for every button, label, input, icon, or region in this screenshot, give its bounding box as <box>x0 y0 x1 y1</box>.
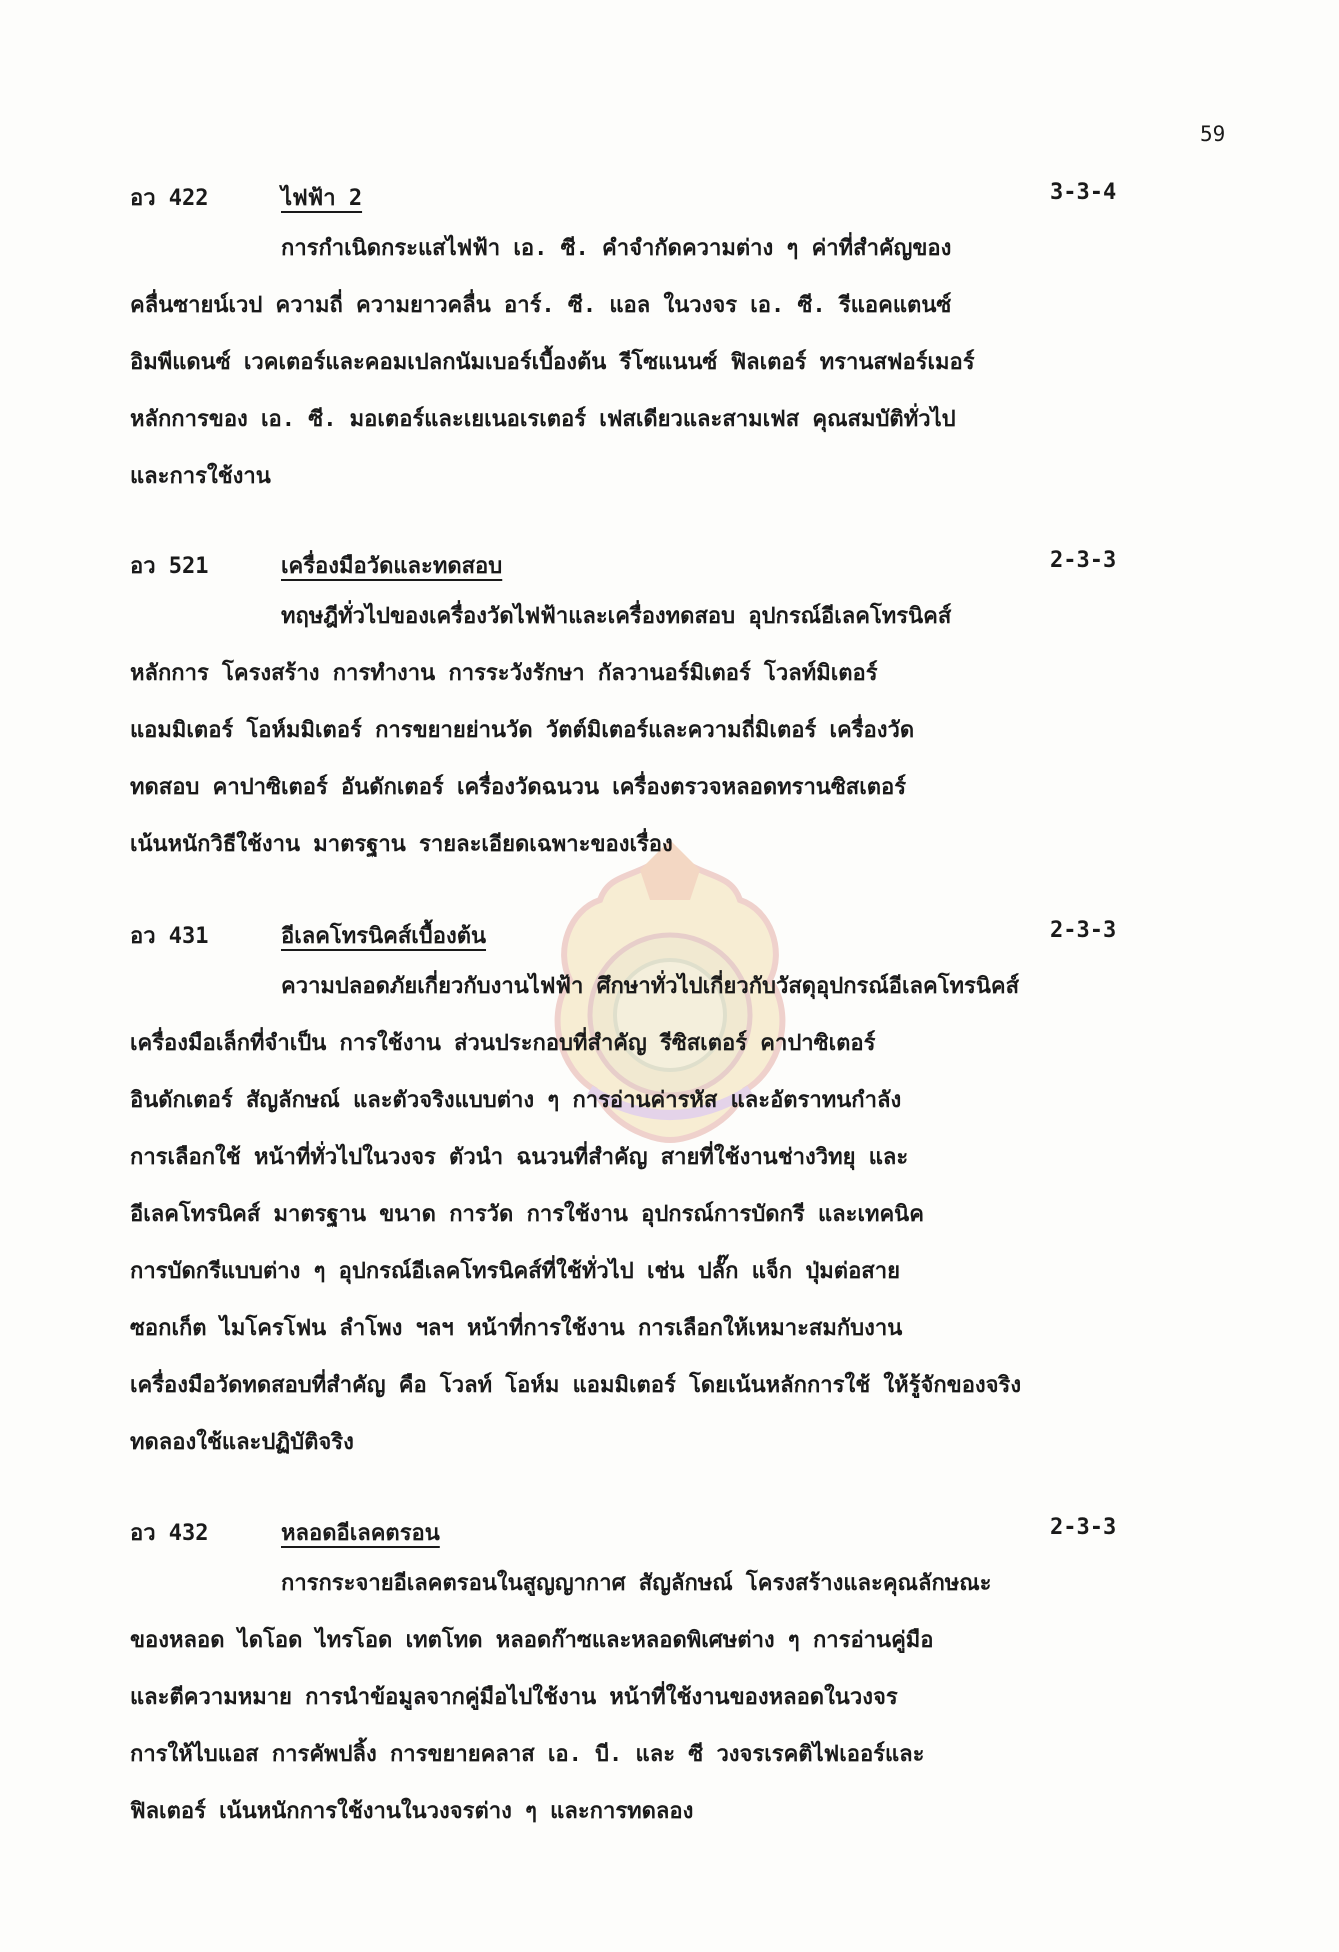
course-title: อีเลคโทรนิคส์เบื้องต้น <box>281 924 487 949</box>
course-description <box>130 588 1210 873</box>
course-header <box>130 918 1210 958</box>
course-section <box>130 180 1210 505</box>
course-code: อว 431 <box>130 924 209 949</box>
description-line: การบัดกรีแบบต่าง ๆ อุปกรณ์อีเลคโทรนิคส์ที่ใช้ทั่วไป เช่น ปลั๊ก แจ็ก ปุ่มต่อสาย <box>130 1259 900 1284</box>
course-section <box>130 1515 1210 1840</box>
description-line: หลักการ โครงสร้าง การทำงาน การระวังรักษา กัลวานอร์มิเตอร์ โวลท์มิเตอร์ <box>130 661 878 686</box>
description-line: แอมมิเตอร์ โอห์มมิเตอร์ การขยายย่านวัด วัตต์มิเตอร์และความถี่มิเตอร์ เครื่องวัด <box>130 718 915 743</box>
course-credits: 2-3-3 <box>1050 1515 1117 1540</box>
description-line: ความปลอดภัยเกี่ยวกับงานไฟฟ้า ศึกษาทั่วไปเกี่ยวกับวัสดุอุปกรณ์อีเลคโทรนิคส์ <box>281 974 1020 999</box>
description-line: และตีความหมาย การนำข้อมูลจากคู่มือไปใช้งาน หน้าที่ใช้งานของหลอดในวงจร <box>130 1685 898 1710</box>
description-line: อินดักเตอร์ สัญลักษณ์ และตัวจริงแบบต่าง ๆ การอ่านค่ารหัส และอัตราทนกำลัง <box>130 1088 902 1113</box>
description-line: ทดสอบ คาปาซิเตอร์ อันดักเตอร์ เครื่องวัดฉนวน เครื่องตรวจหลอดทรานซิสเตอร์ <box>130 775 907 800</box>
course-code: อว 432 <box>130 1521 209 1546</box>
description-line: ทฤษฎีทั่วไปของเครื่องวัดไฟฟ้าและเครื่องทดสอบ อุปกรณ์อีเลคโทรนิคส์ <box>281 604 952 629</box>
description-line: เน้นหนักวิธีใช้งาน มาตรฐาน รายละเอียดเฉพาะของเรื่อง <box>130 832 673 857</box>
description-line: ทดลองใช้และปฏิบัติจริง <box>130 1430 354 1455</box>
course-code: อว 422 <box>130 186 209 211</box>
description-line: ของหลอด ไดโอด ไทรโอด เทตโทด หลอดก๊าซและหลอดพิเศษต่าง ๆ การอ่านคู่มือ <box>130 1628 934 1653</box>
description-line: ซอกเก็ต ไมโครโฟน ลำโพง ฯลฯ หน้าที่การใช้งาน การเลือกให้เหมาะสมกับงาน <box>130 1316 903 1341</box>
description-line: เครื่องมือวัดทดสอบที่สำคัญ คือ โวลท์ โอห์ม แอมมิเตอร์ โดยเน้นหลักการใช้ ให้รู้จักของจริง <box>130 1373 1022 1398</box>
description-line: การให้ไบแอส การคัพปลิ้ง การขยายคลาส เอ. บี. และ ซี วงจรเรคติไฟเออร์และ <box>130 1742 925 1767</box>
course-description <box>130 1555 1210 1840</box>
description-line: อีเลคโทรนิคส์ มาตรฐาน ขนาด การวัด การใช้งาน อุปกรณ์การบัดกรี และเทคนิค <box>130 1202 924 1227</box>
description-line: การกระจายอีเลคตรอนในสูญญากาศ สัญลักษณ์ โครงสร้างและคุณลักษณะ <box>281 1571 992 1596</box>
course-credits: 2-3-3 <box>1050 918 1117 943</box>
course-title: หลอดอีเลคตรอน <box>281 1521 440 1546</box>
description-line: หลักการของ เอ. ซี. มอเตอร์และเยเนอเรเตอร์ เฟสเดียวและสามเฟส คุณสมบัติทั่วไป <box>130 407 956 432</box>
course-header <box>130 548 1210 588</box>
course-section <box>130 548 1210 873</box>
description-line: และการใช้งาน <box>130 464 271 489</box>
course-header <box>130 180 1210 220</box>
description-line: การกำเนิดกระแสไฟฟ้า เอ. ซี. คำจำกัดความต่าง ๆ ค่าที่สำคัญของ <box>281 236 952 261</box>
course-section <box>130 918 1210 1471</box>
description-line: ฟิลเตอร์ เน้นหนักการใช้งานในวงจรต่าง ๆ และการทดลอง <box>130 1799 694 1824</box>
course-title: เครื่องมือวัดและทดสอบ <box>281 554 503 579</box>
description-line: เครื่องมือเล็กที่จำเป็น การใช้งาน ส่วนประกอบที่สำคัญ รีซิสเตอร์ คาปาซิเตอร์ <box>130 1031 876 1056</box>
course-description <box>130 220 1210 505</box>
course-description <box>130 958 1210 1471</box>
course-credits: 3-3-4 <box>1050 180 1117 205</box>
page-number: 59 <box>1200 122 1226 146</box>
course-title: ไฟฟ้า 2 <box>281 186 363 211</box>
course-code: อว 521 <box>130 554 209 579</box>
course-header <box>130 1515 1210 1555</box>
description-line: อิมพีแดนซ์ เวคเตอร์และคอมเปลกนัมเบอร์เบื้องต้น รีโซแนนซ์ ฟิลเตอร์ ทรานสฟอร์เมอร์ <box>130 350 975 375</box>
description-line: คลื่นซายน์เวป ความถี่ ความยาวคลื่น อาร์. ซี. แอล ในวงจร เอ. ซี. รีแอคแตนซ์ <box>130 293 952 318</box>
course-credits: 2-3-3 <box>1050 548 1117 573</box>
description-line: การเลือกใช้ หน้าที่ทั่วไปในวงจร ตัวนำ ฉนวนที่สำคัญ สายที่ใช้งานช่างวิทยุ และ <box>130 1145 909 1170</box>
